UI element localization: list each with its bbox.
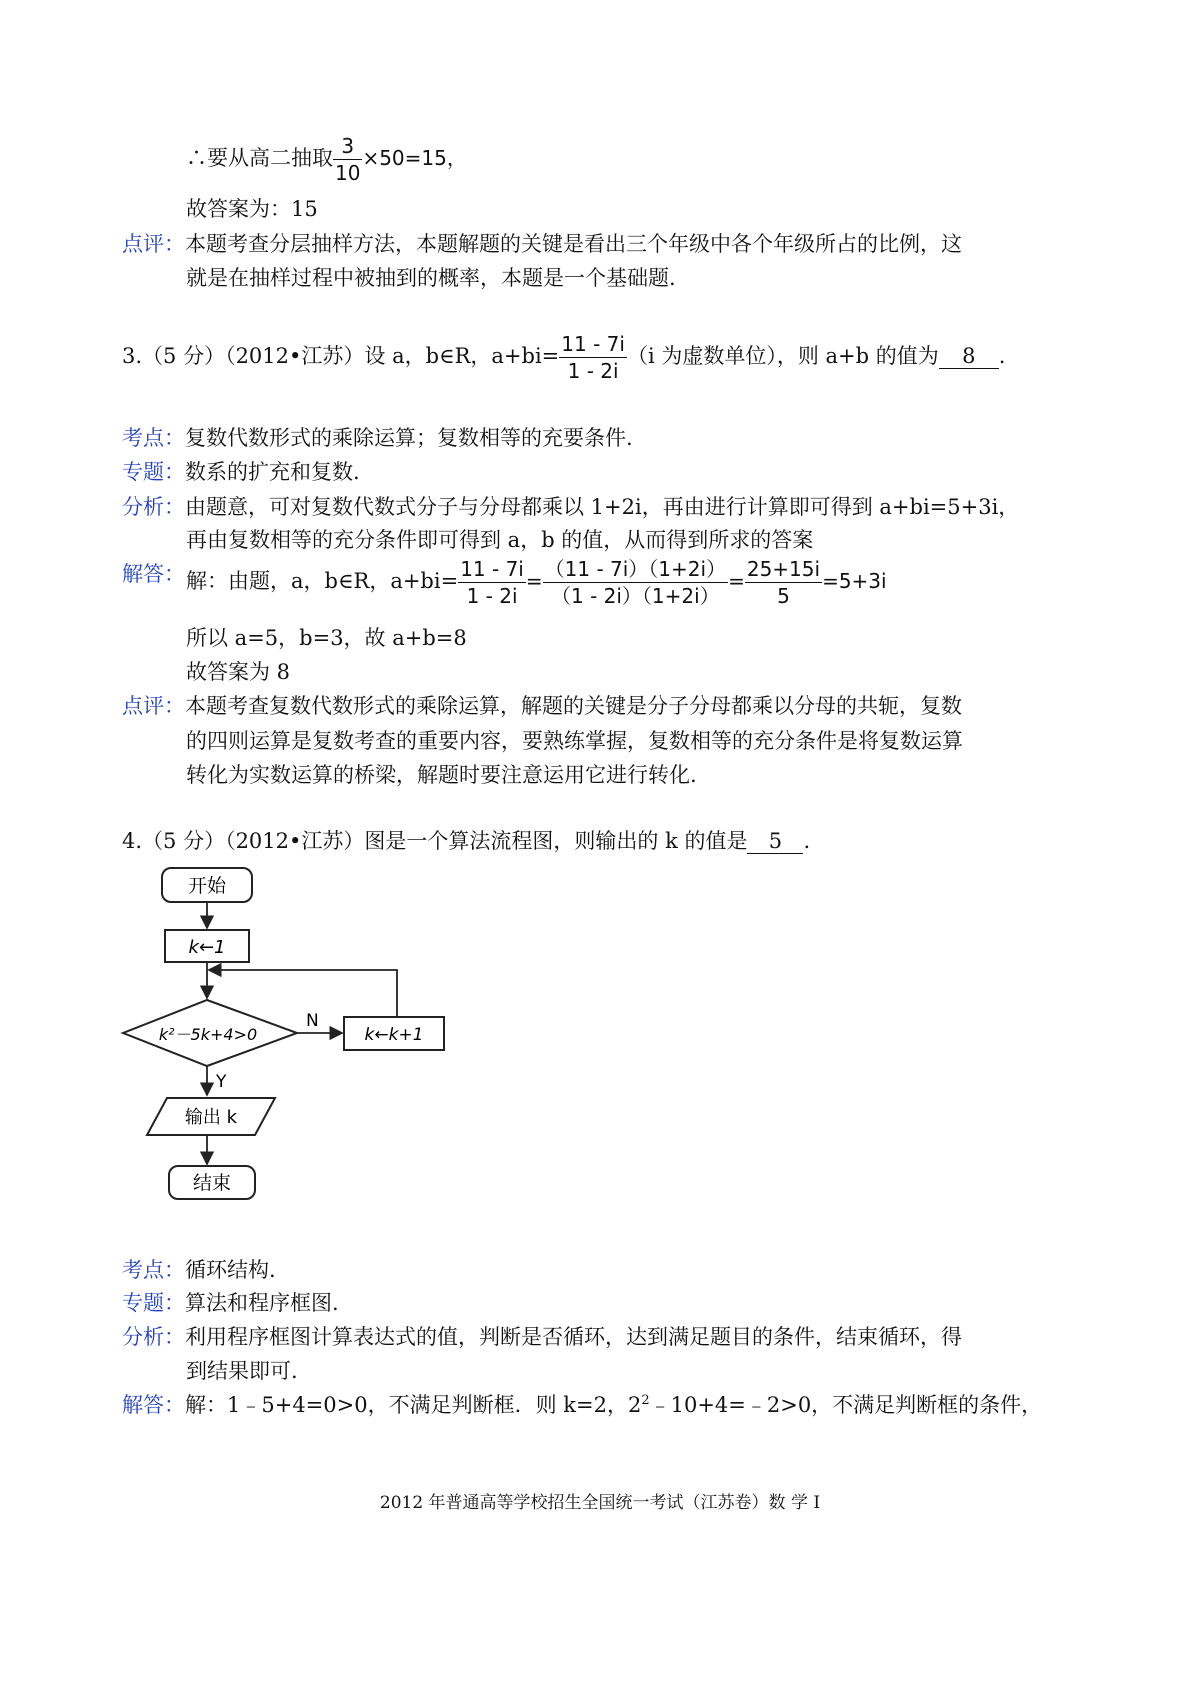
zhuanti-label: 专题 xyxy=(122,460,164,484)
q4-stem: 4.（5 分）（2012•江苏）图是一个算法流程图，则输出的 k 的值是 5 . xyxy=(122,829,811,853)
q3-jieda-line1: 解：由题，a，b∈R，a+bi= $\frac{11 - 7i}{1 - 2i}$ = $\frac{(11 - 7i)(1+2i)}{(1 - 2i)(1+2i)}$ = $\frac{25+15i}{5}$ =5+3i xyxy=(186,557,887,608)
flow-yes-label: Y xyxy=(216,1072,227,1092)
flow-end-text: 结束 xyxy=(192,1172,232,1194)
prev-review-line1: 点评：本题考查分层抽样方法，本题解题的关键是看出三个年级中各个年级所占的比例，这 xyxy=(122,232,962,256)
q3-dianping-line3: 转化为实数运算的桥梁，解题时要注意运用它进行转化. xyxy=(186,763,697,787)
q3-kaodian: 考点：复数代数形式的乘除运算；复数相等的充要条件. xyxy=(122,426,633,450)
fraction: $\frac{(11 - 7i)(1+2i)}{(1 - 2i)(1+2i)}$ xyxy=(544,557,727,608)
prev-review-line2: 就是在抽样过程中被抽到的概率，本题是一个基础题. xyxy=(186,266,676,290)
q3-jieda-line3: 故答案为 8 xyxy=(186,660,291,684)
q4-jieda-line1: 解答：解：1﹣5+4=0>0，不满足判断框．则 k=2，$2^2﹣10+4=﹣2>0$，不满足判断框的条件， xyxy=(122,1393,1043,1417)
flow-no-label: N xyxy=(306,1011,319,1031)
fraction: $\frac{3}{10}$ xyxy=(335,134,361,185)
q4-fenxi-line1: 分析：利用程序框图计算表达式的值，判断是否循环，达到满足题目的条件，结束循环，得 xyxy=(122,1325,962,1349)
zhuanti-label: 专题 xyxy=(122,1291,164,1315)
flow-start-text: 开始 xyxy=(187,875,227,897)
dianping-label: 点评 xyxy=(122,694,164,718)
jieda-label: 解答 xyxy=(122,1393,164,1417)
flow-update-text: k←k+1 xyxy=(364,1025,424,1045)
fraction: $\frac{11 - 7i}{1 - 2i}$ xyxy=(460,557,524,608)
q3-zhuanti: 专题：数系的扩充和复数. xyxy=(122,460,360,484)
prev-solution-line1: ∴要从高二抽取 $\frac{3}{10}$ ×50=15， xyxy=(186,134,467,185)
q4-zhuanti: 专题：算法和程序框图. xyxy=(122,1291,339,1315)
kaodian-label: 考点 xyxy=(122,1258,164,1282)
answer-blank: 8 xyxy=(939,344,999,369)
q3-dianping-line2: 的四则运算是复数考查的重要内容，要熟练掌握，复数相等的充分条件是将复数运算 xyxy=(186,729,963,753)
answer-blank: 5 xyxy=(747,829,803,854)
q4-fenxi-line2: 到结果即可. xyxy=(186,1359,298,1383)
fraction: $\frac{11 - 7i}{1 - 2i}$ xyxy=(561,332,625,383)
flow-output-text: 输出 k xyxy=(184,1107,238,1128)
q3-fenxi-line1: 分析：由题意，可对复数代数式分子与分母都乘以 1+2i，再由进行计算即可得到 a+bi=5+3i， xyxy=(122,495,1020,519)
kaodian-label: 考点 xyxy=(122,426,164,450)
flowchart xyxy=(110,855,470,1215)
fraction: $\frac{25+15i}{5}$ xyxy=(746,557,821,608)
prev-solution-answer: 故答案为：15 xyxy=(186,197,318,221)
page-footer: 2012 年普通高等学校招生全国统一考试（江苏卷）数 学 I xyxy=(379,1493,821,1513)
q3-jieda-line2: 所以 a=5，b=3，故 a+b=8 xyxy=(186,626,467,650)
fenxi-label: 分析 xyxy=(122,1325,164,1349)
flow-condition-text: k²－5k+4>0 xyxy=(158,1025,258,1044)
q3-fenxi-line2: 再由复数相等的充分条件即可得到 a，b 的值，从而得到所求的答案 xyxy=(186,528,814,552)
q3-jieda-label: 解答： xyxy=(122,562,185,586)
q4-kaodian: 考点：循环结构. xyxy=(122,1258,276,1282)
q3-dianping-line1: 点评：本题考查复数代数形式的乘除运算，解题的关键是分子分母都乘以分母的共轭，复数 xyxy=(122,694,962,718)
flow-init-text: k←1 xyxy=(188,937,226,958)
review-label: 点评 xyxy=(122,232,164,256)
q3-stem: 3.（5 分）（2012•江苏）设 a，b∈R，a+bi= $\frac{11 - 7i}{1 - 2i}$ （i 为虚数单位），则 a+b 的值为 8 . xyxy=(122,332,1006,383)
fenxi-label: 分析 xyxy=(122,495,164,519)
